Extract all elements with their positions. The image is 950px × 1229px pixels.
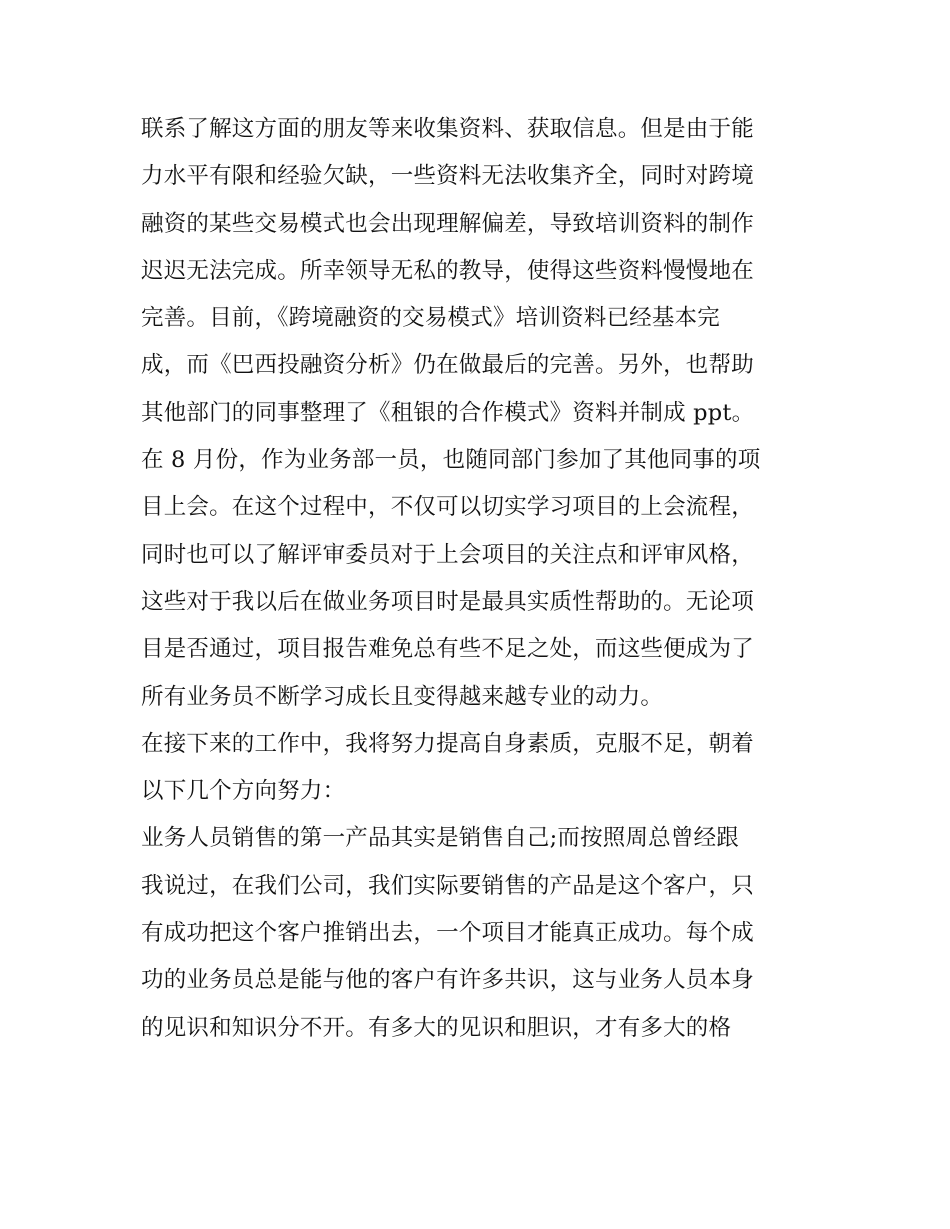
text-line: 其他部门的同事整理了《租银的合作模式》资料并制成 ppt。: [141, 399, 755, 426]
text-line: 完善。目前，《跨境融资的交易模式》培训资料已经基本完: [141, 305, 720, 332]
text-line: 融资的某些交易模式也会出现理解偏差，导致培训资料的制作: [141, 210, 754, 237]
text-line: 有成功把这个客户推销出去，一个项目才能真正成功。每个成: [141, 920, 754, 947]
text-line: 目是否通过，项目报告难免总有些不足之处，而这些便成为了: [141, 636, 754, 663]
text-line: 同时也可以了解评审委员对于上会项目的关注点和评审风格，: [141, 541, 754, 568]
text-line: 在 8 月份，作为业务部一员，也随同部门参加了其他同事的项: [141, 447, 761, 474]
paragraph-training-materials: [141, 106, 811, 437]
text-line: 目上会。在这个过程中，不仅可以切实学习项目的上会流程，: [141, 494, 754, 521]
paragraph-sales-self: [141, 815, 811, 1051]
text-line: 业务人员销售的第一产品其实是销售自己;而按照周总曾经跟: [141, 825, 739, 852]
text-line: 成，而《巴西投融资分析》仍在做最后的完善。另外，也帮助: [141, 352, 754, 379]
text-line: 以下几个方向努力：: [141, 778, 346, 805]
paragraph-august-meetings: [141, 437, 811, 721]
text-line: 功的业务员总是能与他的客户有许多共识，这与业务人员本身: [141, 967, 754, 994]
paragraph-future-direction: [141, 721, 811, 816]
text-line: 力水平有限和经验欠缺，一些资料无法收集齐全，同时对跨境: [141, 163, 754, 190]
text-line: 我说过，在我们公司，我们实际要销售的产品是这个客户，只: [141, 872, 754, 899]
text-line: 所有业务员不断学习成长且变得越来越专业的动力。: [141, 683, 664, 710]
text-line: 迟迟无法完成。所幸领导无私的教导，使得这些资料慢慢地在: [141, 257, 754, 284]
text-line: 的见识和知识分不开。有多大的见识和胆识，才有多大的格: [141, 1014, 732, 1041]
text-line: 在接下来的工作中，我将努力提高自身素质，克服不足，朝着: [141, 730, 754, 757]
text-line: 这些对于我以后在做业务项目时是最具实质性帮助的。无论项: [141, 588, 754, 615]
text-line: 联系了解这方面的朋友等来收集资料、获取信息。但是由于能: [141, 116, 754, 142]
document-body: [141, 106, 811, 1052]
